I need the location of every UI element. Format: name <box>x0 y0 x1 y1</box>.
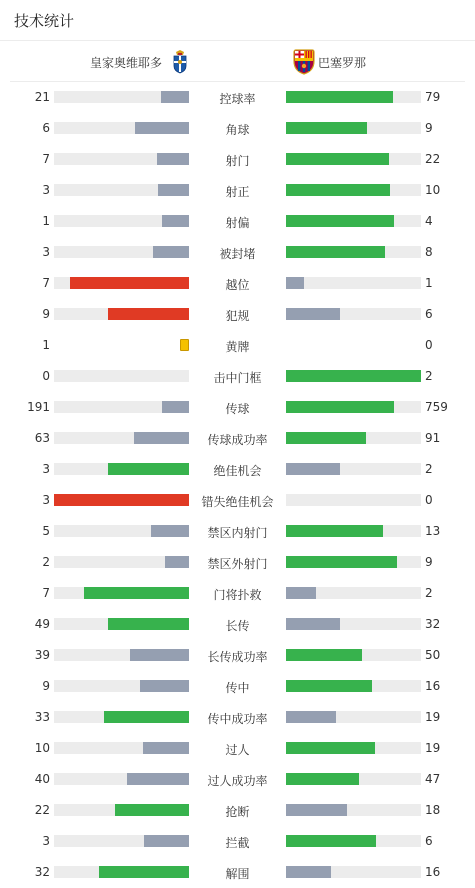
away-bar-fill <box>286 556 397 568</box>
away-bar-track <box>286 184 421 196</box>
stat-label: 黄牌 <box>225 340 250 354</box>
away-bar-fill <box>286 370 421 382</box>
away-value: 47 <box>425 772 441 786</box>
home-value: 0 <box>42 369 50 383</box>
home-bar-fill <box>140 680 189 692</box>
home-bar-fill <box>99 866 189 878</box>
away-value: 1 <box>425 276 433 290</box>
stat-row <box>0 826 475 857</box>
stat-row <box>0 175 475 206</box>
away-bar-track <box>286 246 421 258</box>
away-bar-fill <box>286 742 375 754</box>
home-bar-track <box>54 525 189 537</box>
away-bar-fill <box>286 153 389 165</box>
home-value: 5 <box>42 524 50 538</box>
home-value: 63 <box>34 431 50 445</box>
stat-row <box>0 268 475 299</box>
home-bar-track <box>54 649 189 661</box>
home-value: 1 <box>42 214 50 228</box>
away-bar-fill <box>286 525 383 537</box>
away-value: 91 <box>425 431 441 445</box>
away-bar-track <box>286 463 421 475</box>
stat-row <box>0 764 475 795</box>
away-bar-fill <box>286 618 340 630</box>
away-bar-fill <box>286 680 372 692</box>
home-value: 40 <box>34 772 50 786</box>
away-value: 8 <box>425 245 433 259</box>
stat-row <box>0 237 475 268</box>
away-bar-track <box>286 494 421 506</box>
home-bar-fill <box>104 711 189 723</box>
stat-row <box>0 640 475 671</box>
home-value: 10 <box>34 741 50 755</box>
home-value: 7 <box>42 152 50 166</box>
home-bar-track <box>54 339 189 351</box>
home-value: 3 <box>42 245 50 259</box>
stat-label: 过人 <box>225 743 250 757</box>
away-bar-track <box>286 680 421 692</box>
away-value: 9 <box>425 555 433 569</box>
away-bar-track <box>286 215 421 227</box>
home-bar-track <box>54 184 189 196</box>
home-value: 9 <box>42 679 50 693</box>
away-value: 50 <box>425 648 441 662</box>
stat-row <box>0 82 475 113</box>
stat-label: 射正 <box>225 185 250 199</box>
home-bar-fill <box>134 432 189 444</box>
home-bar-track <box>54 835 189 847</box>
away-value: 79 <box>425 90 441 104</box>
away-value: 2 <box>425 369 433 383</box>
home-bar-track <box>54 91 189 103</box>
away-bar-track <box>286 370 421 382</box>
home-bar-fill <box>127 773 189 785</box>
home-bar-track <box>54 122 189 134</box>
stat-label: 犯规 <box>225 309 250 323</box>
home-bar-fill <box>153 246 189 258</box>
home-team[interactable] <box>90 50 190 74</box>
home-value: 32 <box>34 865 50 879</box>
away-bar-track <box>286 773 421 785</box>
home-bar-fill <box>143 742 189 754</box>
stat-row <box>0 547 475 578</box>
stat-row <box>0 609 475 640</box>
stat-row <box>0 361 475 392</box>
home-value: 49 <box>34 617 50 631</box>
away-bar-fill <box>286 184 390 196</box>
home-bar-fill <box>162 401 189 413</box>
home-bar-track <box>54 463 189 475</box>
stat-label: 传球 <box>225 402 250 416</box>
stat-label: 过人成功率 <box>207 774 268 788</box>
home-bar-track <box>54 277 189 289</box>
home-value: 191 <box>27 400 50 414</box>
home-bar-fill <box>144 835 189 847</box>
home-value: 1 <box>42 338 50 352</box>
away-value: 2 <box>425 586 433 600</box>
stat-row <box>0 330 475 361</box>
home-value: 39 <box>34 648 50 662</box>
away-bar-track <box>286 556 421 568</box>
away-value: 2 <box>425 462 433 476</box>
home-value: 3 <box>42 183 50 197</box>
stat-label: 角球 <box>225 123 250 137</box>
away-bar-track <box>286 618 421 630</box>
stats-list <box>0 82 475 888</box>
home-bar-fill <box>162 215 189 227</box>
stat-label: 绝佳机会 <box>213 464 262 478</box>
stat-label: 传中成功率 <box>207 712 268 726</box>
home-value: 33 <box>34 710 50 724</box>
stat-label: 越位 <box>225 278 250 292</box>
away-value: 0 <box>425 493 433 507</box>
stat-label: 击中门框 <box>213 371 262 385</box>
yellow-card-icon <box>180 339 189 351</box>
stat-label: 门将扑救 <box>213 588 262 602</box>
home-bar-track <box>54 556 189 568</box>
away-bar-fill <box>286 246 385 258</box>
away-value: 6 <box>425 307 433 321</box>
away-value: 13 <box>425 524 441 538</box>
stat-label: 传球成功率 <box>207 433 268 447</box>
stat-row <box>0 702 475 733</box>
away-bar-fill <box>286 711 336 723</box>
away-bar-track <box>286 525 421 537</box>
home-bar-track <box>54 866 189 878</box>
away-value: 4 <box>425 214 433 228</box>
barcelona-crest-icon <box>292 50 312 74</box>
home-value: 3 <box>42 493 50 507</box>
away-value: 18 <box>425 803 441 817</box>
home-bar-track <box>54 246 189 258</box>
stat-label: 抢断 <box>225 805 250 819</box>
stat-label: 禁区内射门 <box>207 526 268 540</box>
stat-label: 拦截 <box>225 836 250 850</box>
home-bar-track <box>54 370 189 382</box>
home-value: 7 <box>42 586 50 600</box>
home-bar-fill <box>108 463 189 475</box>
away-bar-track <box>286 339 421 351</box>
stat-row <box>0 299 475 330</box>
home-value: 7 <box>42 276 50 290</box>
away-team[interactable] <box>292 50 366 74</box>
stat-label: 传中 <box>225 681 250 695</box>
home-value: 6 <box>42 121 50 135</box>
stat-row <box>0 454 475 485</box>
home-bar-track <box>54 742 189 754</box>
away-bar-track <box>286 649 421 661</box>
away-bar-track <box>286 401 421 413</box>
stat-row <box>0 485 475 516</box>
away-bar-fill <box>286 804 347 816</box>
home-bar-fill <box>108 618 189 630</box>
home-bar-fill <box>158 184 189 196</box>
home-bar-fill <box>130 649 189 661</box>
home-bar-fill <box>84 587 189 599</box>
away-bar-fill <box>286 122 367 134</box>
away-bar-fill <box>286 432 366 444</box>
home-bar-fill <box>54 494 189 506</box>
away-value: 0 <box>425 338 433 352</box>
home-team-name: 皇家奥维耶多 <box>90 55 163 70</box>
home-value: 3 <box>42 834 50 848</box>
home-value: 3 <box>42 462 50 476</box>
away-bar-fill <box>286 463 340 475</box>
stat-label: 长传成功率 <box>207 650 268 664</box>
home-bar-track <box>54 618 189 630</box>
away-bar-fill <box>286 277 304 289</box>
away-bar-track <box>286 91 421 103</box>
oviedo-crest-icon <box>170 50 190 74</box>
home-bar-fill <box>165 556 189 568</box>
away-value: 16 <box>425 679 441 693</box>
away-value: 32 <box>425 617 441 631</box>
home-bar-track <box>54 494 189 506</box>
home-bar-track <box>54 401 189 413</box>
away-bar-track <box>286 587 421 599</box>
stat-row <box>0 392 475 423</box>
away-team-name: 巴塞罗那 <box>318 55 367 70</box>
away-bar-fill <box>286 587 316 599</box>
home-value: 21 <box>34 90 50 104</box>
home-bar-track <box>54 680 189 692</box>
away-value: 10 <box>425 183 441 197</box>
home-value: 22 <box>34 803 50 817</box>
home-bar-track <box>54 773 189 785</box>
away-bar-fill <box>286 308 340 320</box>
away-value: 22 <box>425 152 441 166</box>
stat-label: 禁区外射门 <box>207 557 268 571</box>
away-bar-track <box>286 153 421 165</box>
home-bar-track <box>54 215 189 227</box>
stat-row <box>0 733 475 764</box>
away-bar-fill <box>286 835 376 847</box>
away-bar-track <box>286 308 421 320</box>
away-value: 6 <box>425 834 433 848</box>
away-value: 16 <box>425 865 441 879</box>
stat-row <box>0 516 475 547</box>
away-bar-track <box>286 866 421 878</box>
away-bar-track <box>286 835 421 847</box>
stat-row <box>0 144 475 175</box>
stat-label: 射门 <box>225 154 250 168</box>
away-value: 9 <box>425 121 433 135</box>
page-title: 技术统计 <box>14 12 75 30</box>
home-bar-track <box>54 308 189 320</box>
away-bar-fill <box>286 91 393 103</box>
away-bar-fill <box>286 215 394 227</box>
away-bar-fill <box>286 401 394 413</box>
stat-label: 控球率 <box>219 92 256 106</box>
stat-label: 错失绝佳机会 <box>201 495 274 509</box>
away-value: 759 <box>425 400 448 414</box>
stat-row <box>0 206 475 237</box>
stat-row <box>0 795 475 826</box>
home-bar-track <box>54 432 189 444</box>
stat-row <box>0 671 475 702</box>
home-bar-track <box>54 711 189 723</box>
home-bar-fill <box>151 525 189 537</box>
away-value: 19 <box>425 710 441 724</box>
home-bar-fill <box>161 91 189 103</box>
stat-row <box>0 113 475 144</box>
home-bar-fill <box>135 122 189 134</box>
stat-label: 射偏 <box>225 216 250 230</box>
away-bar-fill <box>286 866 331 878</box>
stat-label: 被封堵 <box>219 247 256 261</box>
away-bar-track <box>286 742 421 754</box>
home-value: 9 <box>42 307 50 321</box>
away-value: 19 <box>425 741 441 755</box>
away-bar-track <box>286 804 421 816</box>
away-bar-fill <box>286 649 362 661</box>
home-bar-track <box>54 804 189 816</box>
stat-row <box>0 578 475 609</box>
divider <box>0 40 475 41</box>
home-bar-fill <box>108 308 189 320</box>
home-bar-track <box>54 587 189 599</box>
home-bar-track <box>54 153 189 165</box>
stat-label: 长传 <box>225 619 250 633</box>
stat-row <box>0 857 475 888</box>
away-bar-track <box>286 277 421 289</box>
home-bar-fill <box>157 153 189 165</box>
away-bar-fill <box>286 773 359 785</box>
home-value: 2 <box>42 555 50 569</box>
away-bar-track <box>286 711 421 723</box>
home-bar-fill <box>115 804 189 816</box>
away-bar-track <box>286 122 421 134</box>
away-bar-track <box>286 432 421 444</box>
home-bar-fill <box>70 277 189 289</box>
stat-label: 解围 <box>225 867 250 881</box>
stat-row <box>0 423 475 454</box>
